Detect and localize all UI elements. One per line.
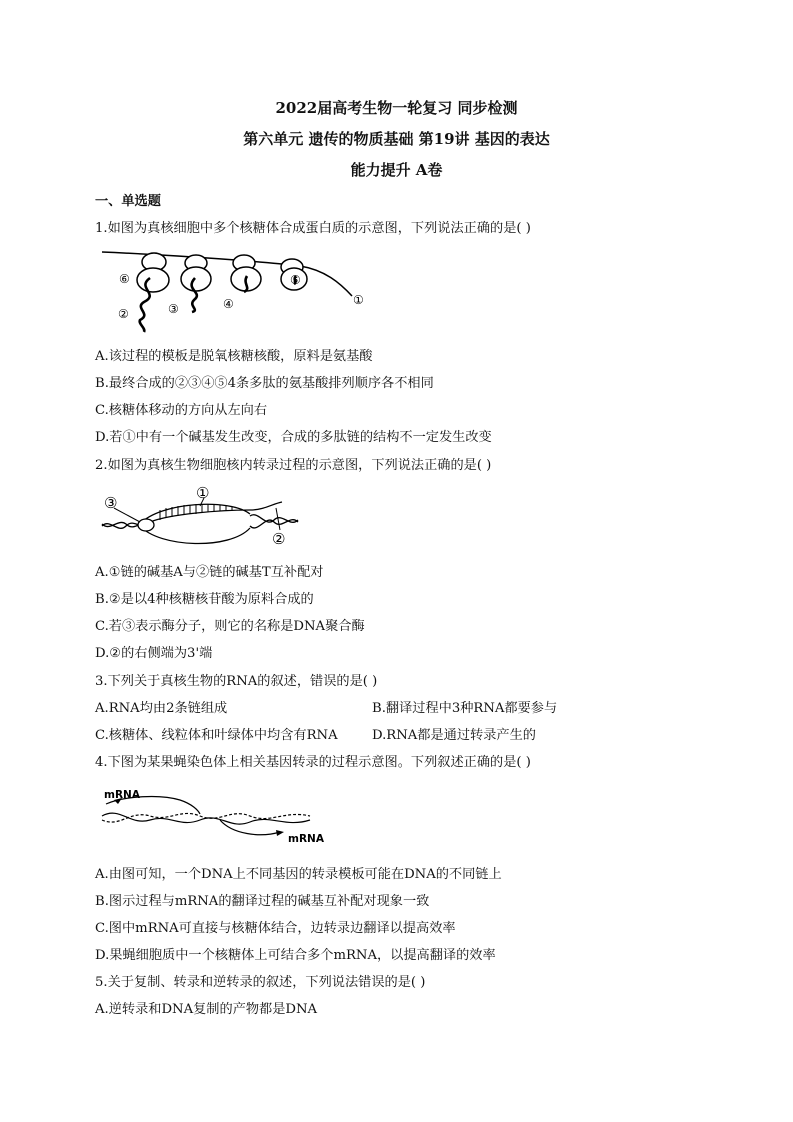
question-3-option-d: D.RNA都是通过转录产生的: [372, 728, 536, 743]
fig1-label-2: ②: [118, 307, 129, 321]
transcription-figure: [100, 484, 300, 552]
question-1-option-c: C.核糖体移动的方向从左向右: [95, 403, 268, 418]
fig2-label-1: ①: [196, 484, 210, 502]
question-1-option-d: D.若①中有一个碱基发生改变，合成的多肽链的结构不一定发生改变: [95, 430, 492, 445]
ribosome-large-subunit: [181, 267, 211, 291]
fig4-label-mrna-bottom: mRNA: [288, 833, 324, 844]
section-heading: 一、单选题: [95, 194, 161, 209]
title-line-2: 第六单元 遗传的物质基础 第19讲 基因的表达: [243, 130, 550, 148]
question-2-option-d: D.②的右侧端为3'端: [95, 646, 213, 661]
title-line-3: 能力提升 A卷: [350, 161, 443, 179]
question-3-stem: 3.下列关于真核生物的RNA的叙述，错误的是( ): [95, 674, 378, 689]
fig1-label-3: ③: [168, 302, 179, 316]
gene-transcription-figure: [100, 786, 335, 844]
ribosome-polysome-figure: [100, 248, 380, 334]
question-2-stem: 2.如图为真核生物细胞核内转录过程的示意图，下列说法正确的是( ): [95, 458, 492, 473]
question-2-option-b: B.②是以4种核糖核苷酸为原料合成的: [95, 592, 314, 607]
question-4-option-d: D.果蝇细胞质中一个核糖体上可结合多个mRNA，以提高翻译的效率: [95, 948, 496, 963]
fig1-label-6: ⑥: [119, 272, 130, 286]
title-line-1: 2022届高考生物一轮复习 同步检测: [275, 99, 518, 117]
fig1-label-1: ①: [353, 293, 364, 307]
question-3-option-c: C.核糖体、线粒体和叶绿体中均含有RNA: [95, 728, 338, 743]
dna-template-strand-upper: [140, 504, 250, 524]
question-2-option-a: A.①链的碱基A与②链的碱基T互补配对: [95, 565, 324, 580]
question-4-option-a: A.由图可知，一个DNA上不同基因的转录模板可能在DNA的不同链上: [95, 867, 502, 882]
question-2-option-c: C.若③表示酶分子，则它的名称是DNA聚合酶: [95, 619, 365, 634]
question-4-stem: 4.下图为某果蝇染色体上相关基因转录的过程示意图。下列叙述正确的是( ): [95, 755, 531, 770]
fig2-label-2: ②: [272, 530, 286, 548]
question-5-stem: 5.关于复制、转录和逆转录的叙述，下列说法错误的是( ): [95, 975, 426, 990]
ribosome-large-subunit: [137, 268, 169, 292]
question-3-option-b: B.翻译过程中3种RNA都要参与: [372, 701, 558, 716]
fig1-label-4: ④: [223, 297, 234, 311]
question-4-option-c: C.图中mRNA可直接与核糖体结合，边转录边翻译以提高效率: [95, 921, 456, 936]
label-3-pointer: [114, 508, 140, 522]
label-2-pointer: [276, 508, 280, 530]
dna-strand-1: [102, 813, 310, 824]
fig2-label-3: ③: [104, 494, 118, 512]
fig1-label-5: ⑤: [290, 273, 301, 287]
dna-double-helix-right: [250, 520, 298, 528]
question-1-option-b: B.最终合成的②③④⑤4条多肽的氨基酸排列顺序各不相同: [95, 376, 434, 391]
question-1-option-a: A.该过程的模板是脱氧核糖核酸，原料是氨基酸: [95, 349, 373, 364]
dna-coding-strand-lower: [140, 526, 250, 544]
question-1-stem: 1.如图为真核细胞中多个核糖体合成蛋白质的示意图，下列说法正确的是( ): [95, 221, 531, 236]
enzyme-shape: [138, 519, 154, 531]
question-5-option-a: A.逆转录和DNA复制的产物都是DNA: [95, 1002, 318, 1017]
fig4-label-mrna-top: mRNA: [104, 789, 140, 801]
arrow-head: [276, 830, 284, 836]
question-3-option-a: A.RNA均由2条链组成: [95, 701, 228, 716]
question-4-option-b: B.图示过程与mRNA的翻译过程的碱基互补配对现象一致: [95, 894, 430, 909]
